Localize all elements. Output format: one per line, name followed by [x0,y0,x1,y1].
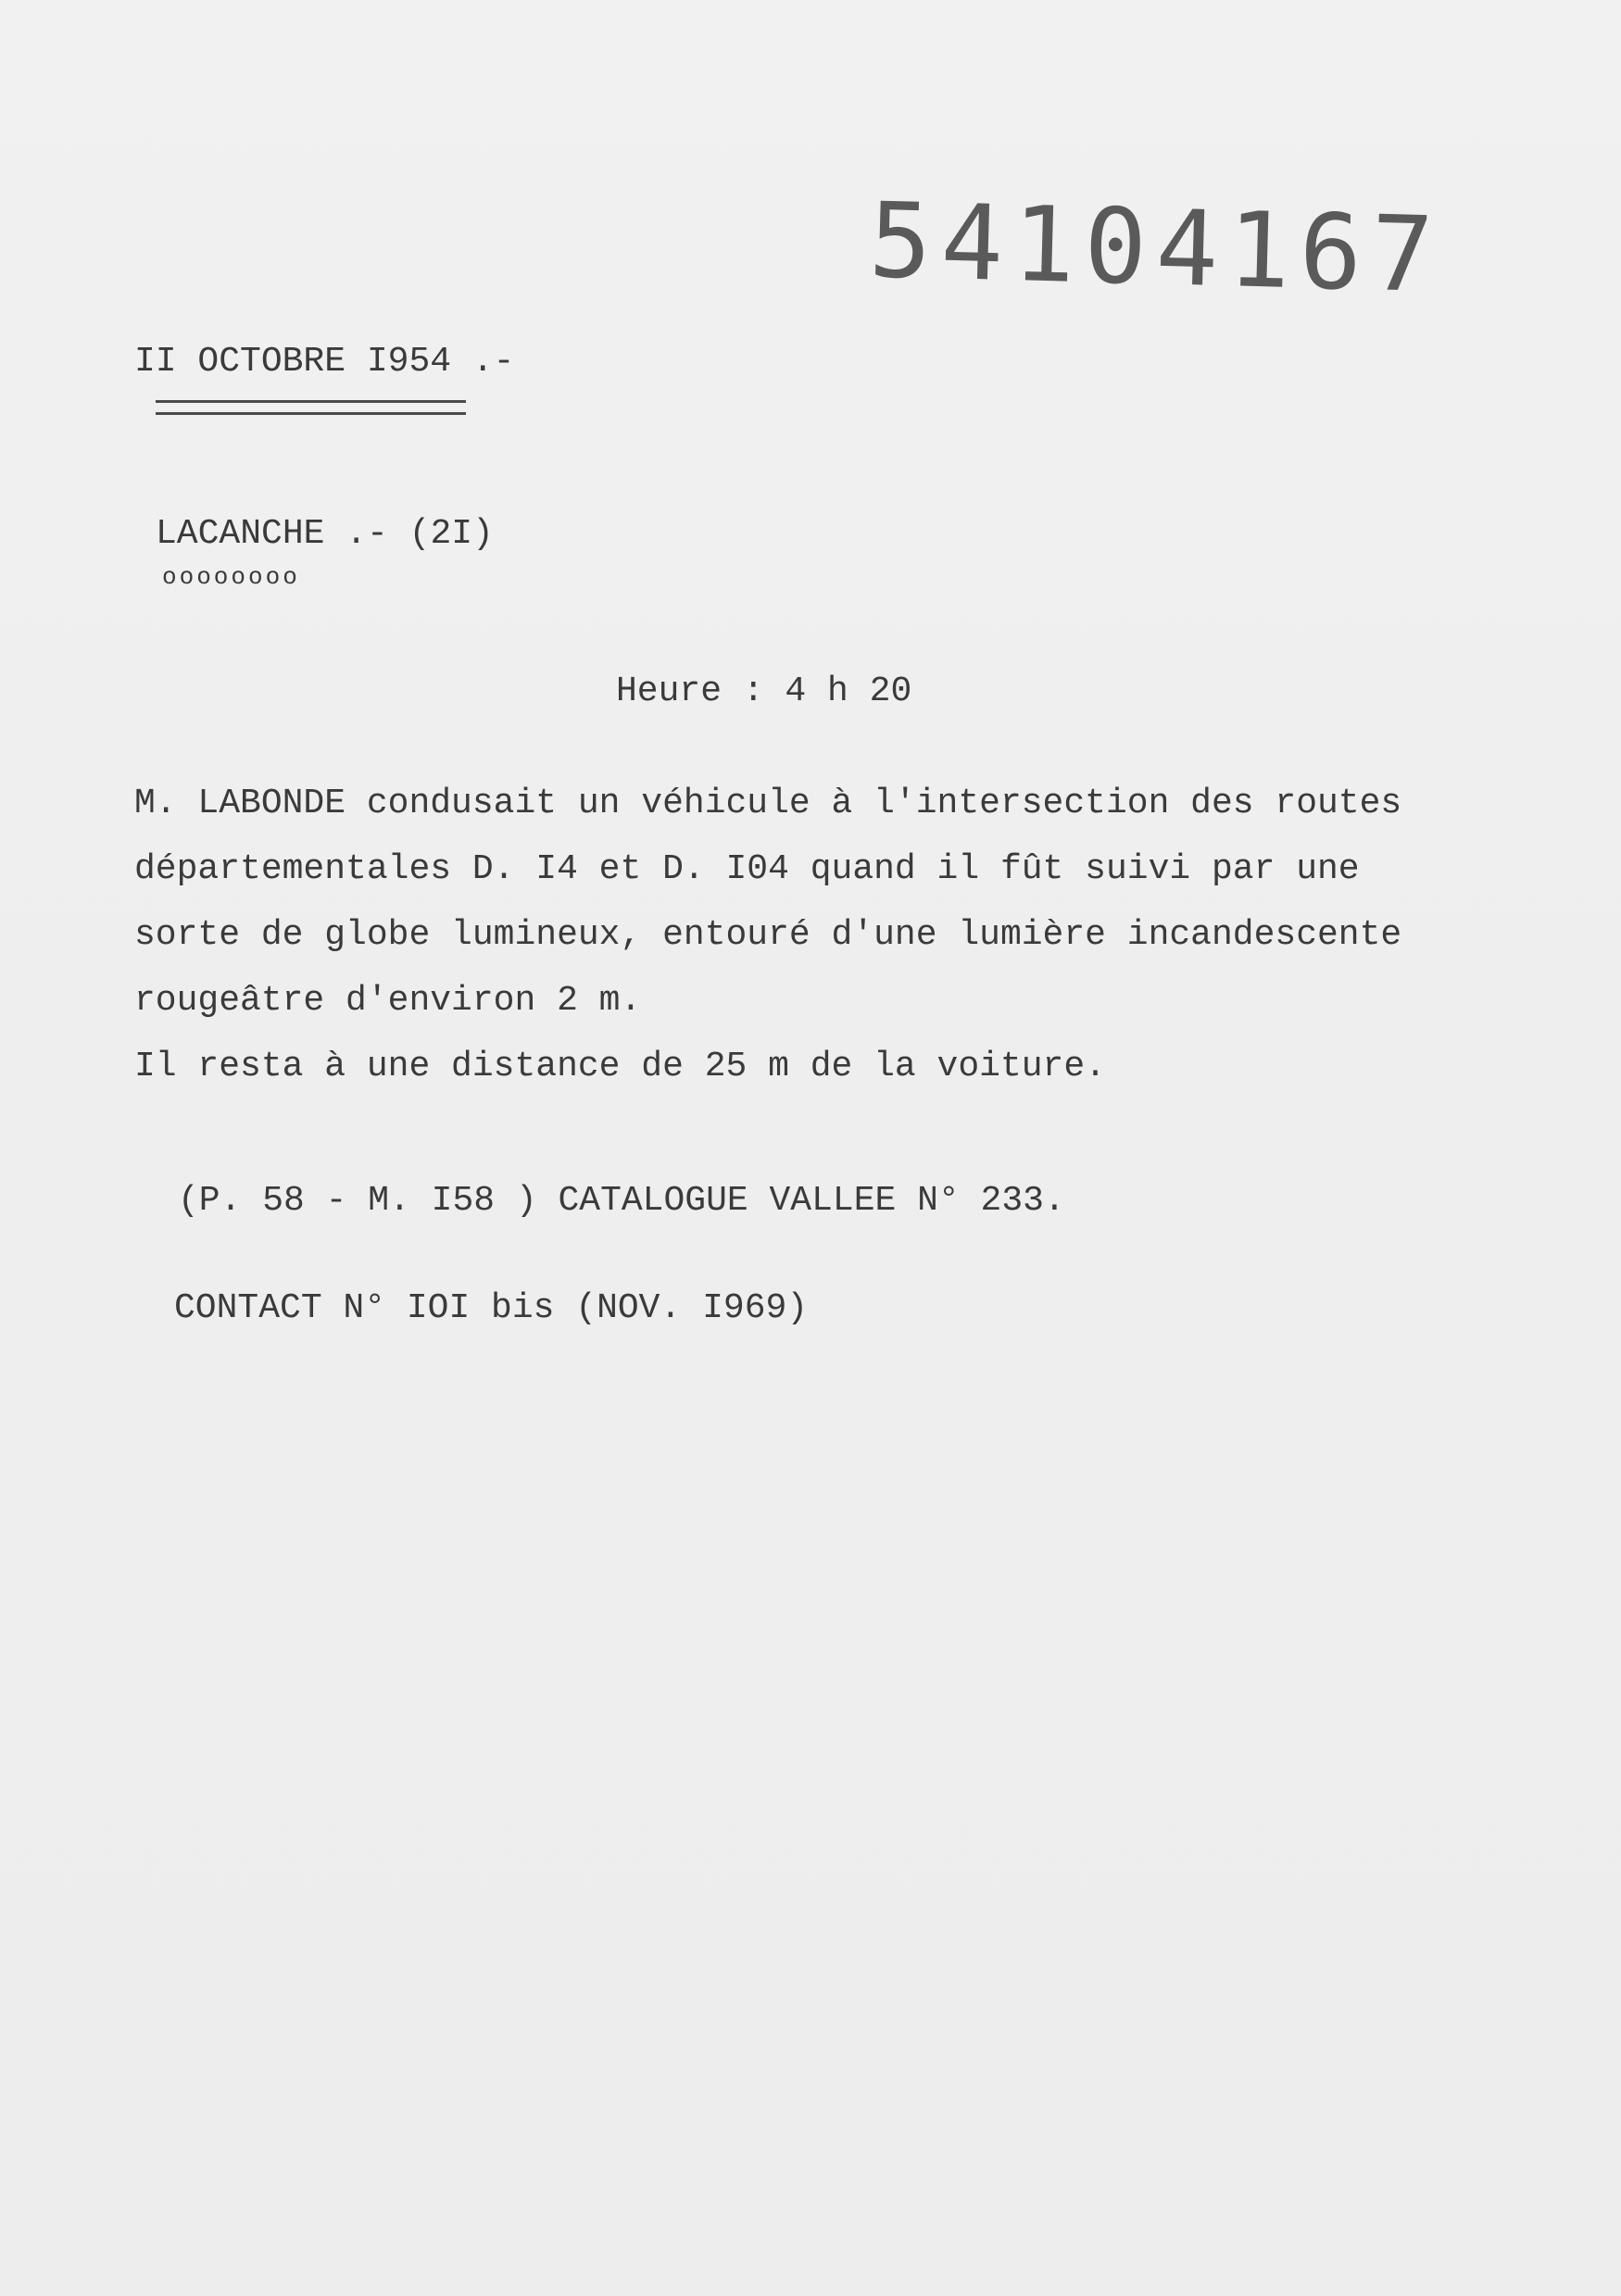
body-line-4: rougeâtre d'environ 2 m. [134,981,642,1021]
contact-reference: CONTACT N° IOI bis (NOV. I969) [174,1288,809,1328]
body-line-3: sorte de globe lumineux, entouré d'une lumière incandescente [134,915,1402,955]
report-date: II OCTOBRE I954 .- [134,342,515,382]
report-place: LACANCHE .- (2I) [156,514,494,554]
report-time: Heure : 4 h 20 [616,671,912,711]
place-underline-marks: oooooooo [162,563,300,591]
body-line-2: départementales D. I4 et D. I04 quand il fût suivi par une [134,849,1360,889]
date-double-underline [156,400,466,415]
stamp-number: 54104167 [867,181,1445,317]
body-line-5: Il resta à une distance de 25 m de la voiture. [134,1047,1106,1086]
catalogue-reference: (P. 58 - M. I58 ) CATALOGUE VALLEE N° 233. [178,1181,1065,1221]
body-line-1: M. LABONDE condusait un véhicule à l'intersection des routes [134,784,1402,823]
